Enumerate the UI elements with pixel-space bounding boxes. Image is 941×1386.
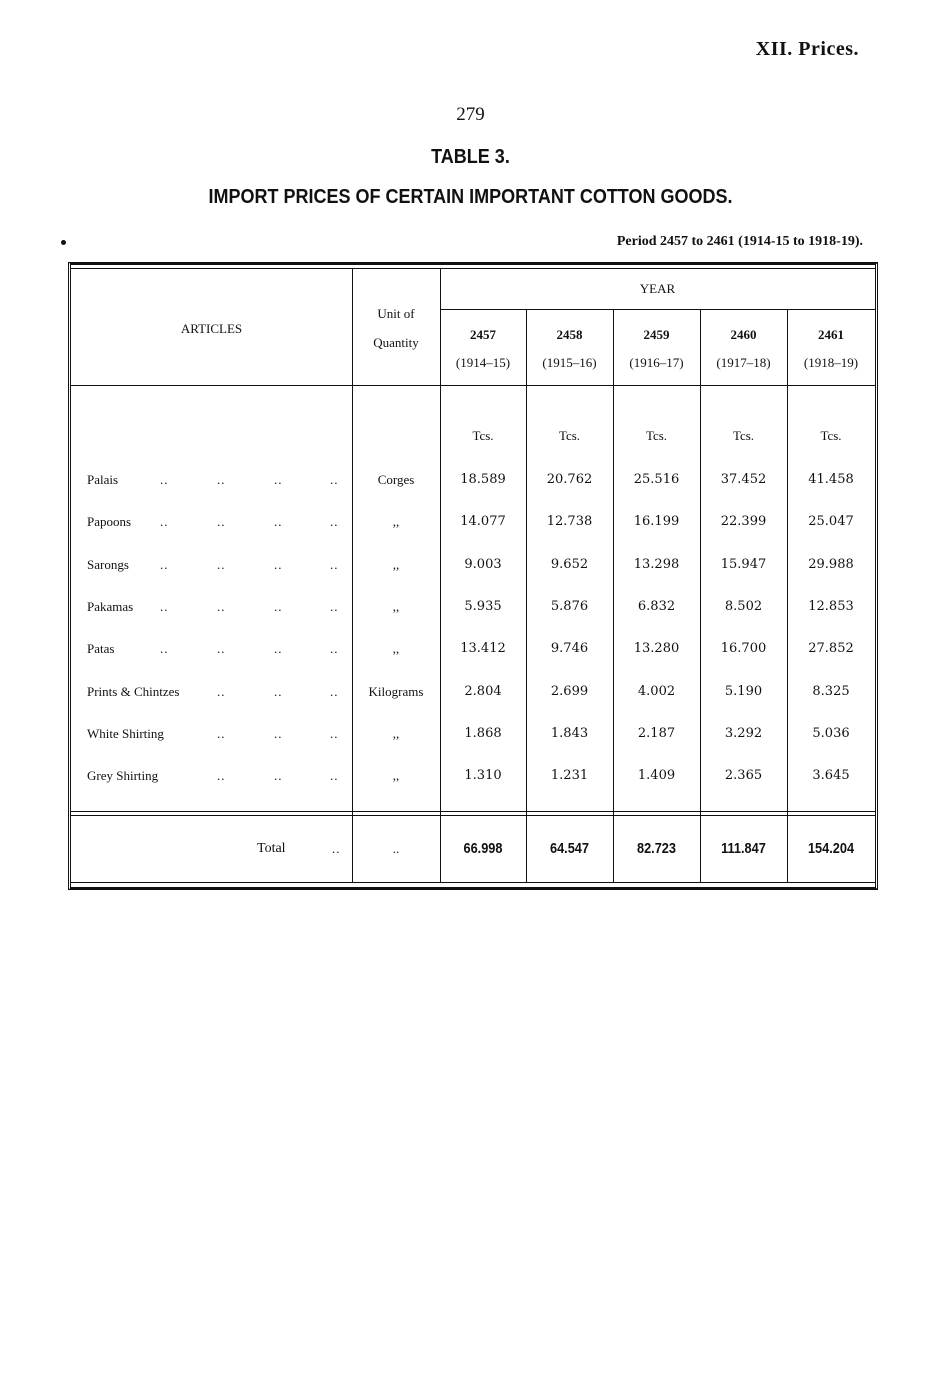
leader-dots: .. [274,683,283,699]
price-value: 1.231 [550,768,589,784]
total-value: 64.547 [549,840,589,857]
price-value: 9.746 [550,641,589,657]
price-value: 41.458 [808,472,854,487]
header-unit-line2: Quantity [373,335,419,350]
price-value: 13.298 [633,556,680,572]
price-value: 4.002 [637,683,676,699]
total-value: 82.723 [636,840,676,857]
price-value: 1.409 [637,768,676,784]
leader-dots: .. [274,514,283,530]
price-value: 2.804 [464,683,502,699]
article-name: Palais [87,472,119,487]
leader-dots: .. [217,472,226,487]
price-table [68,262,878,890]
price-value: 22.399 [720,514,767,530]
col-rule-2458 [526,309,527,882]
leader-dots: .. [274,768,283,784]
price-value: 1.868 [464,725,502,741]
unit-of-quantity: ,, [392,725,400,741]
leader-dots: .. [160,598,169,614]
header-year-be: 2461 [818,327,844,342]
unit-of-quantity: ,, [392,598,400,614]
price-value: 5.036 [812,725,850,741]
header-year-be: 2460 [730,327,757,342]
leader-dots: .. [330,683,339,699]
header-unit-line1: Unit of [377,306,415,321]
price-value: 3.645 [812,768,850,784]
leader-dots: .. [274,641,283,657]
body-bottom-rule [71,811,875,812]
unit-of-quantity: ,, [392,514,400,530]
leader-dots: .. [274,472,283,487]
unit-of-quantity: Corges [377,472,415,487]
price-value: 15.947 [720,556,767,572]
currency-label: Tcs. [472,428,494,443]
leader-dots: .. [217,556,226,572]
header-year-ce: (1914–15) [455,355,511,370]
unit-of-quantity: ,, [392,768,400,784]
header-year-ce: (1916–17) [629,355,684,370]
year-rule [440,309,875,310]
unit-of-quantity: ,, [392,556,400,572]
page-number: 279 [456,104,485,125]
price-value: 12.853 [808,598,854,614]
price-value: 5.935 [464,598,502,614]
price-value: 9.652 [550,556,589,572]
total-label: Total [257,841,286,856]
table-title: TABLE 3. [431,146,510,168]
article-name: Grey Shirting [87,768,159,784]
total-unit: .. [392,841,400,856]
header-year: YEAR [639,281,676,296]
price-value: 5.190 [724,683,763,699]
total-bottom-rule [71,882,875,883]
leader-dots: .. [330,472,339,487]
table-subtitle: IMPORT PRICES OF CERTAIN IMPORTANT COTTON GOODS. [208,186,733,208]
price-value: 1.310 [464,768,502,784]
col-rule-2461 [787,309,788,882]
unit-of-quantity: ,, [392,641,400,657]
currency-label: Tcs. [732,428,755,443]
article-name: Patas [87,641,115,657]
header-bottom-rule [71,385,875,386]
leader-dots: .. [217,641,226,657]
running-head: XII. Prices. [755,38,859,60]
leader-dots: .. [330,725,339,741]
currency-label: Tcs. [820,428,842,443]
price-value: 8.325 [812,683,850,699]
leader-dots: .. [217,725,226,741]
header-year-be: 2458 [556,327,583,342]
header-articles: ARTICLES [180,321,243,336]
margin-dot [61,240,66,245]
price-value: 37.452 [720,472,767,487]
leader-dots: .. [160,514,169,530]
article-name: Pakamas [87,598,134,614]
price-value: 2.187 [637,725,676,741]
price-value: 5.876 [550,598,589,614]
article-name: Sarongs [87,556,129,572]
period-caption: Period 2457 to 2461 (1914-15 to 1918-19). [616,234,863,249]
total-value: 111.847 [721,840,766,857]
leader-dots: .. [330,641,339,657]
currency-label: Tcs. [558,428,581,443]
leader-dots: .. [160,472,169,487]
col-rule-2460 [700,309,701,882]
price-value: 13.412 [460,641,506,657]
price-value: 2.699 [550,683,589,699]
leader-dots: .. [330,514,339,530]
price-value: 25.047 [808,514,854,530]
price-value: 8.502 [724,598,763,614]
leader-dots: .. [160,556,169,572]
leader-dots: .. [274,598,283,614]
header-year-ce: (1918–19) [803,355,859,370]
article-name: White Shirting [87,725,164,741]
price-value: 16.199 [633,514,680,530]
leader-dots: .. [217,683,226,699]
leader-dots: .. [217,768,226,784]
currency-label: Tcs. [645,428,668,443]
total-top-rule [71,815,875,816]
header-year-be: 2457 [470,327,496,342]
total-value: 154.204 [807,840,855,857]
price-value: 18.589 [460,472,506,487]
price-value: 6.832 [637,598,676,614]
price-value: 2.365 [724,768,763,784]
col-rule-2459 [613,309,614,882]
leader-dots: .. [274,725,283,741]
price-value: 29.988 [808,556,854,572]
price-value: 14.077 [460,514,506,530]
price-value: 25.516 [633,472,680,487]
unit-of-quantity: Kilograms [368,683,424,699]
leader-dots: .. [217,514,226,530]
total-leader: .. [332,841,341,856]
col-rule-unit [352,268,353,882]
price-value: 27.852 [808,641,854,657]
price-value: 1.843 [550,725,589,741]
header-year-be: 2459 [643,327,670,342]
leader-dots: .. [274,556,283,572]
price-value: 13.280 [633,641,680,657]
leader-dots: .. [217,598,226,614]
price-value: 9.003 [464,556,502,572]
header-top-rule [71,268,875,269]
header-year-ce: (1915–16) [542,355,597,370]
price-value: 3.292 [724,725,763,741]
leader-dots: .. [330,768,339,784]
article-name: Prints & Chintzes [87,683,180,699]
total-value: 66.998 [463,840,503,857]
article-name: Papoons [87,514,132,530]
price-value: 16.700 [720,641,767,657]
leader-dots: .. [330,556,339,572]
header-year-ce: (1917–18) [716,355,771,370]
leader-dots: .. [160,641,169,657]
price-value: 12.738 [546,514,593,530]
price-value: 20.762 [546,472,593,487]
leader-dots: .. [330,598,339,614]
